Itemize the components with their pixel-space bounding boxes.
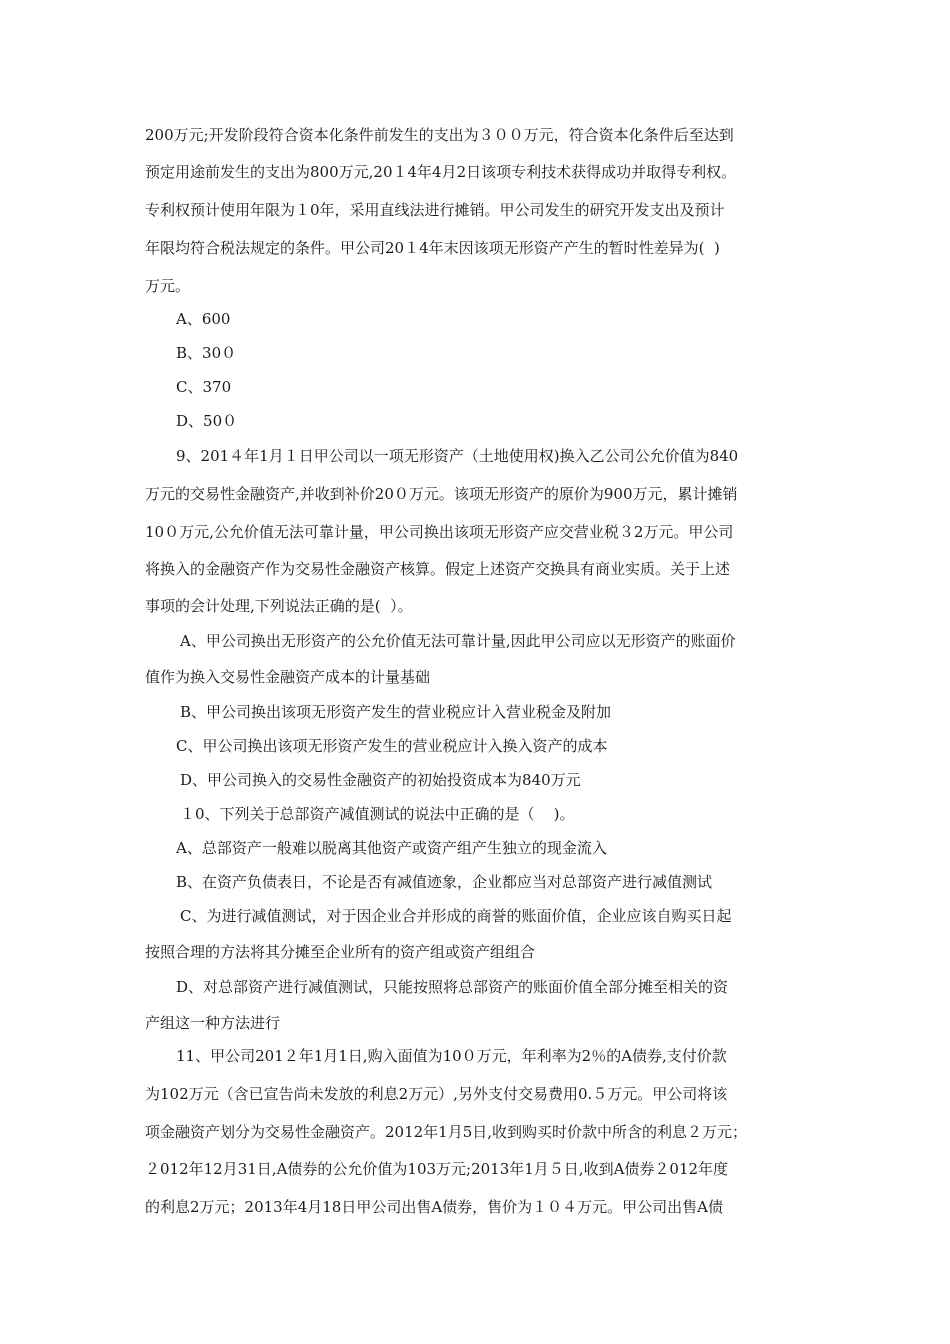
q8-option-c: C、370 bbox=[176, 378, 232, 396]
q9-option-a-cont: 值作为换入交易性金融资产成本的计量基础 bbox=[145, 668, 431, 686]
text-line: 年限均符合税法规定的条件。甲公司20１4年末因该项无形资产产生的暂时性差异为( ) bbox=[145, 239, 720, 257]
q10-option-d: D、对总部资产进行减值测试，只能按照将总部资产的账面价值全部分摊至相关的资 bbox=[176, 978, 729, 996]
q9-option-a: A、甲公司换出无形资产的公允价值无法可靠计量,因此甲公司应以无形资产的账面价 bbox=[180, 632, 736, 650]
q10-option-d-cont: 产组这一种方法进行 bbox=[145, 1014, 281, 1032]
q9-stem-line: 事项的会计处理,下列说法正确的是( ）。 bbox=[145, 597, 413, 615]
q11-stem-line: 的利息2万元；2013年4月18日甲公司出售A债券，售价为１０４万元。甲公司出售A债 bbox=[145, 1198, 724, 1216]
text-line: 200万元;开发阶段符合资本化条件前发生的支出为３００万元，符合资本化条件后至达到 bbox=[145, 126, 734, 144]
q11-stem-line: 11、甲公司201２年1月1日,购入面值为10０万元，年利率为2％的A债券,支付价款 bbox=[176, 1047, 727, 1065]
q8-option-d: D、50０ bbox=[176, 412, 238, 430]
q9-stem-line: 9、201４年1月１日甲公司以一项无形资产（土地使用权)换入乙公司公允价值为840 bbox=[176, 447, 739, 465]
q11-stem-line: 项金融资产划分为交易性金融资产。2012年1月5日,收到购买时价款中所含的利息２万元； bbox=[145, 1123, 748, 1141]
q10-option-c-cont: 按照合理的方法将其分摊至企业所有的资产组或资产组组合 bbox=[145, 943, 536, 961]
text-line: 万元。 bbox=[145, 277, 191, 295]
q9-option-b: B、甲公司换出该项无形资产发生的营业税应计入营业税金及附加 bbox=[180, 703, 612, 721]
q10-option-c: C、为进行减值测试，对于因企业合并形成的商誉的账面价值，企业应该自购买日起 bbox=[180, 907, 732, 925]
q10-option-a: A、总部资产一般难以脱离其他资产或资产组产生独立的现金流入 bbox=[176, 839, 607, 857]
q10-stem: １0、下列关于总部资产减值测试的说法中正确的是（ )。 bbox=[180, 805, 575, 823]
q9-stem-line: 10０万元,公允价值无法可靠计量，甲公司换出该项无形资产应交营业税３2万元。甲公司 bbox=[145, 523, 734, 541]
q9-option-d: D、甲公司换入的交易性金融资产的初始投资成本为840万元 bbox=[180, 771, 581, 789]
text-line: 专利权预计使用年限为１0年，采用直线法进行摊销。甲公司发生的研究开发支出及预计 bbox=[145, 201, 725, 219]
q8-option-a: A、600 bbox=[176, 310, 231, 328]
q10-option-b: B、在资产负债表日，不论是否有减值迹象，企业都应当对总部资产进行减值测试 bbox=[176, 873, 713, 891]
q9-stem-line: 万元的交易性金融资产,并收到补价20０万元。该项无形资产的原价为900万元，累计摊销 bbox=[145, 485, 738, 503]
q11-stem-line: ２012年12月31日,A债券的公允价值为103万元;2013年1月５日,收到A债券２012年度 bbox=[145, 1160, 729, 1178]
q9-option-c: C、甲公司换出该项无形资产发生的营业税应计入换入资产的成本 bbox=[176, 737, 608, 755]
q8-option-b: B、30０ bbox=[176, 344, 237, 362]
q9-stem-line: 将换入的金融资产作为交易性金融资产核算。假定上述资产交换具有商业实质。关于上述 bbox=[145, 560, 731, 578]
text-line: 预定用途前发生的支出为800万元,20１4年4月2日该项专利技术获得成功并取得专利权。 bbox=[145, 163, 737, 181]
q11-stem-line: 为102万元（含已宣告尚未发放的利息2万元）,另外支付交易费用0.５万元。甲公司将该 bbox=[145, 1085, 728, 1103]
